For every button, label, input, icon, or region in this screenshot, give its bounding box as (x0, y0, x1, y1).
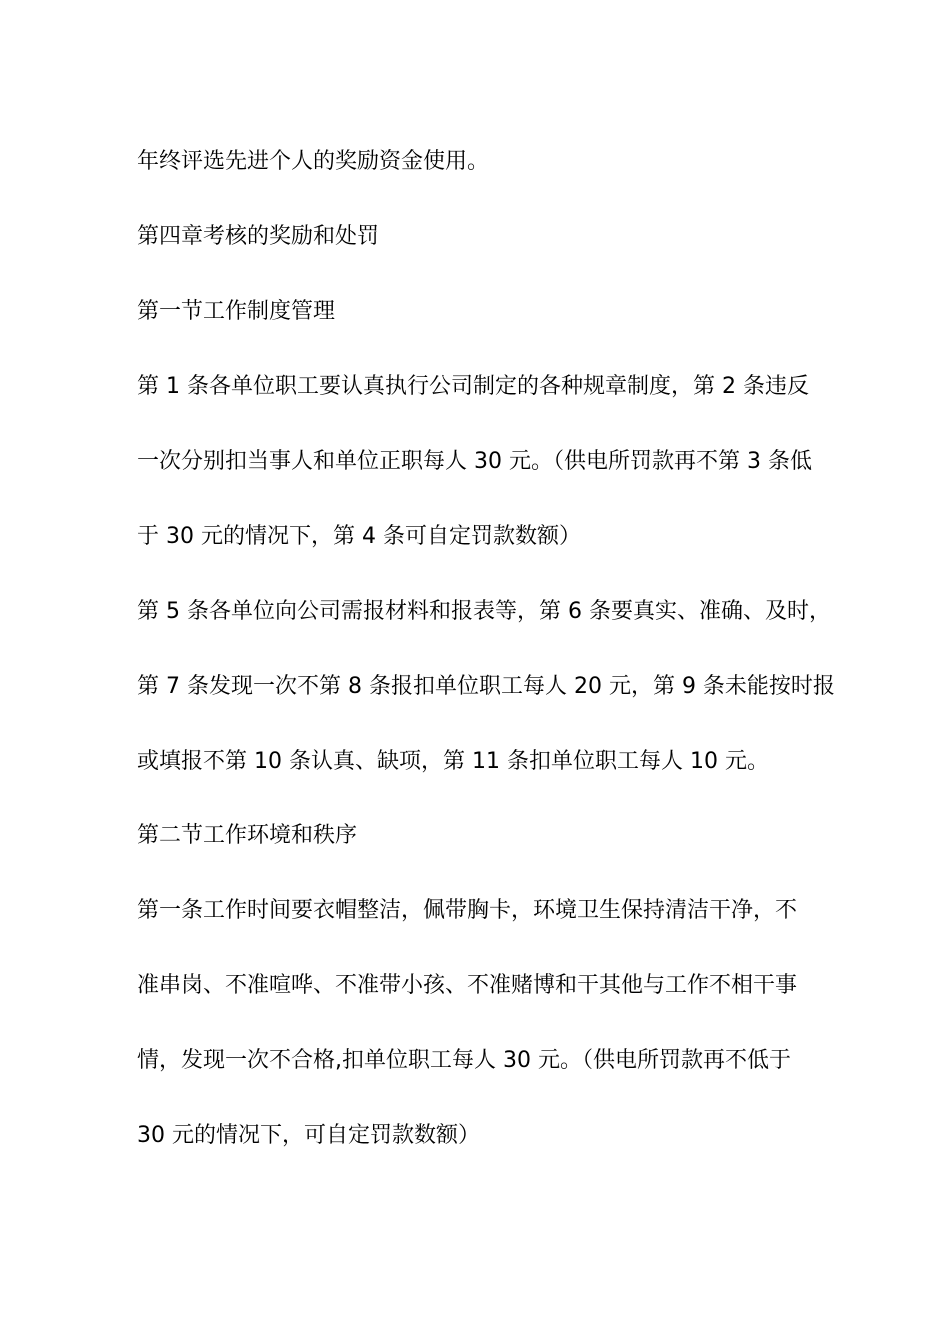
chapter-heading: 第四章考核的奖励和处罚 (137, 224, 380, 249)
text-line: 第 7 条发现一次不第 8 条报扣单位职工每人 20 元，第 9 条未能按时报 (137, 674, 835, 699)
text-line: 第 5 条各单位向公司需报材料和报表等，第 6 条要真实、准确、及时， (137, 599, 831, 624)
text-line: 情，发现一次不合格,扣单位职工每人 30 元。（供电所罚款再不低于 (137, 1048, 791, 1073)
text-line: 30 元的情况下，可自定罚款数额） (137, 1123, 480, 1148)
text-line: 于 30 元的情况下，第 4 条可自定罚款数额） (137, 524, 581, 549)
text-line: 或填报不第 10 条认真、缺项，第 11 条扣单位职工每人 10 元。 (137, 749, 769, 774)
text-line: 第一条工作时间要衣帽整洁，佩带胸卡，环境卫生保持清洁干净，不 (137, 898, 798, 923)
section-heading: 第二节工作环境和秩序 (137, 823, 358, 848)
text-line: 第 1 条各单位职工要认真执行公司制定的各种规章制度，第 2 条违反 (137, 374, 809, 399)
text-line: 一次分别扣当事人和单位正职每人 30 元。（供电所罚款再不第 3 条低 (137, 449, 812, 474)
text-line: 准串岗、不准喧哗、不准带小孩、不准赌博和干其他与工作不相干事 (137, 973, 798, 998)
section-heading: 第一节工作制度管理 (137, 299, 336, 324)
text-line: 年终评选先进个人的奖励资金使用。 (137, 149, 490, 174)
